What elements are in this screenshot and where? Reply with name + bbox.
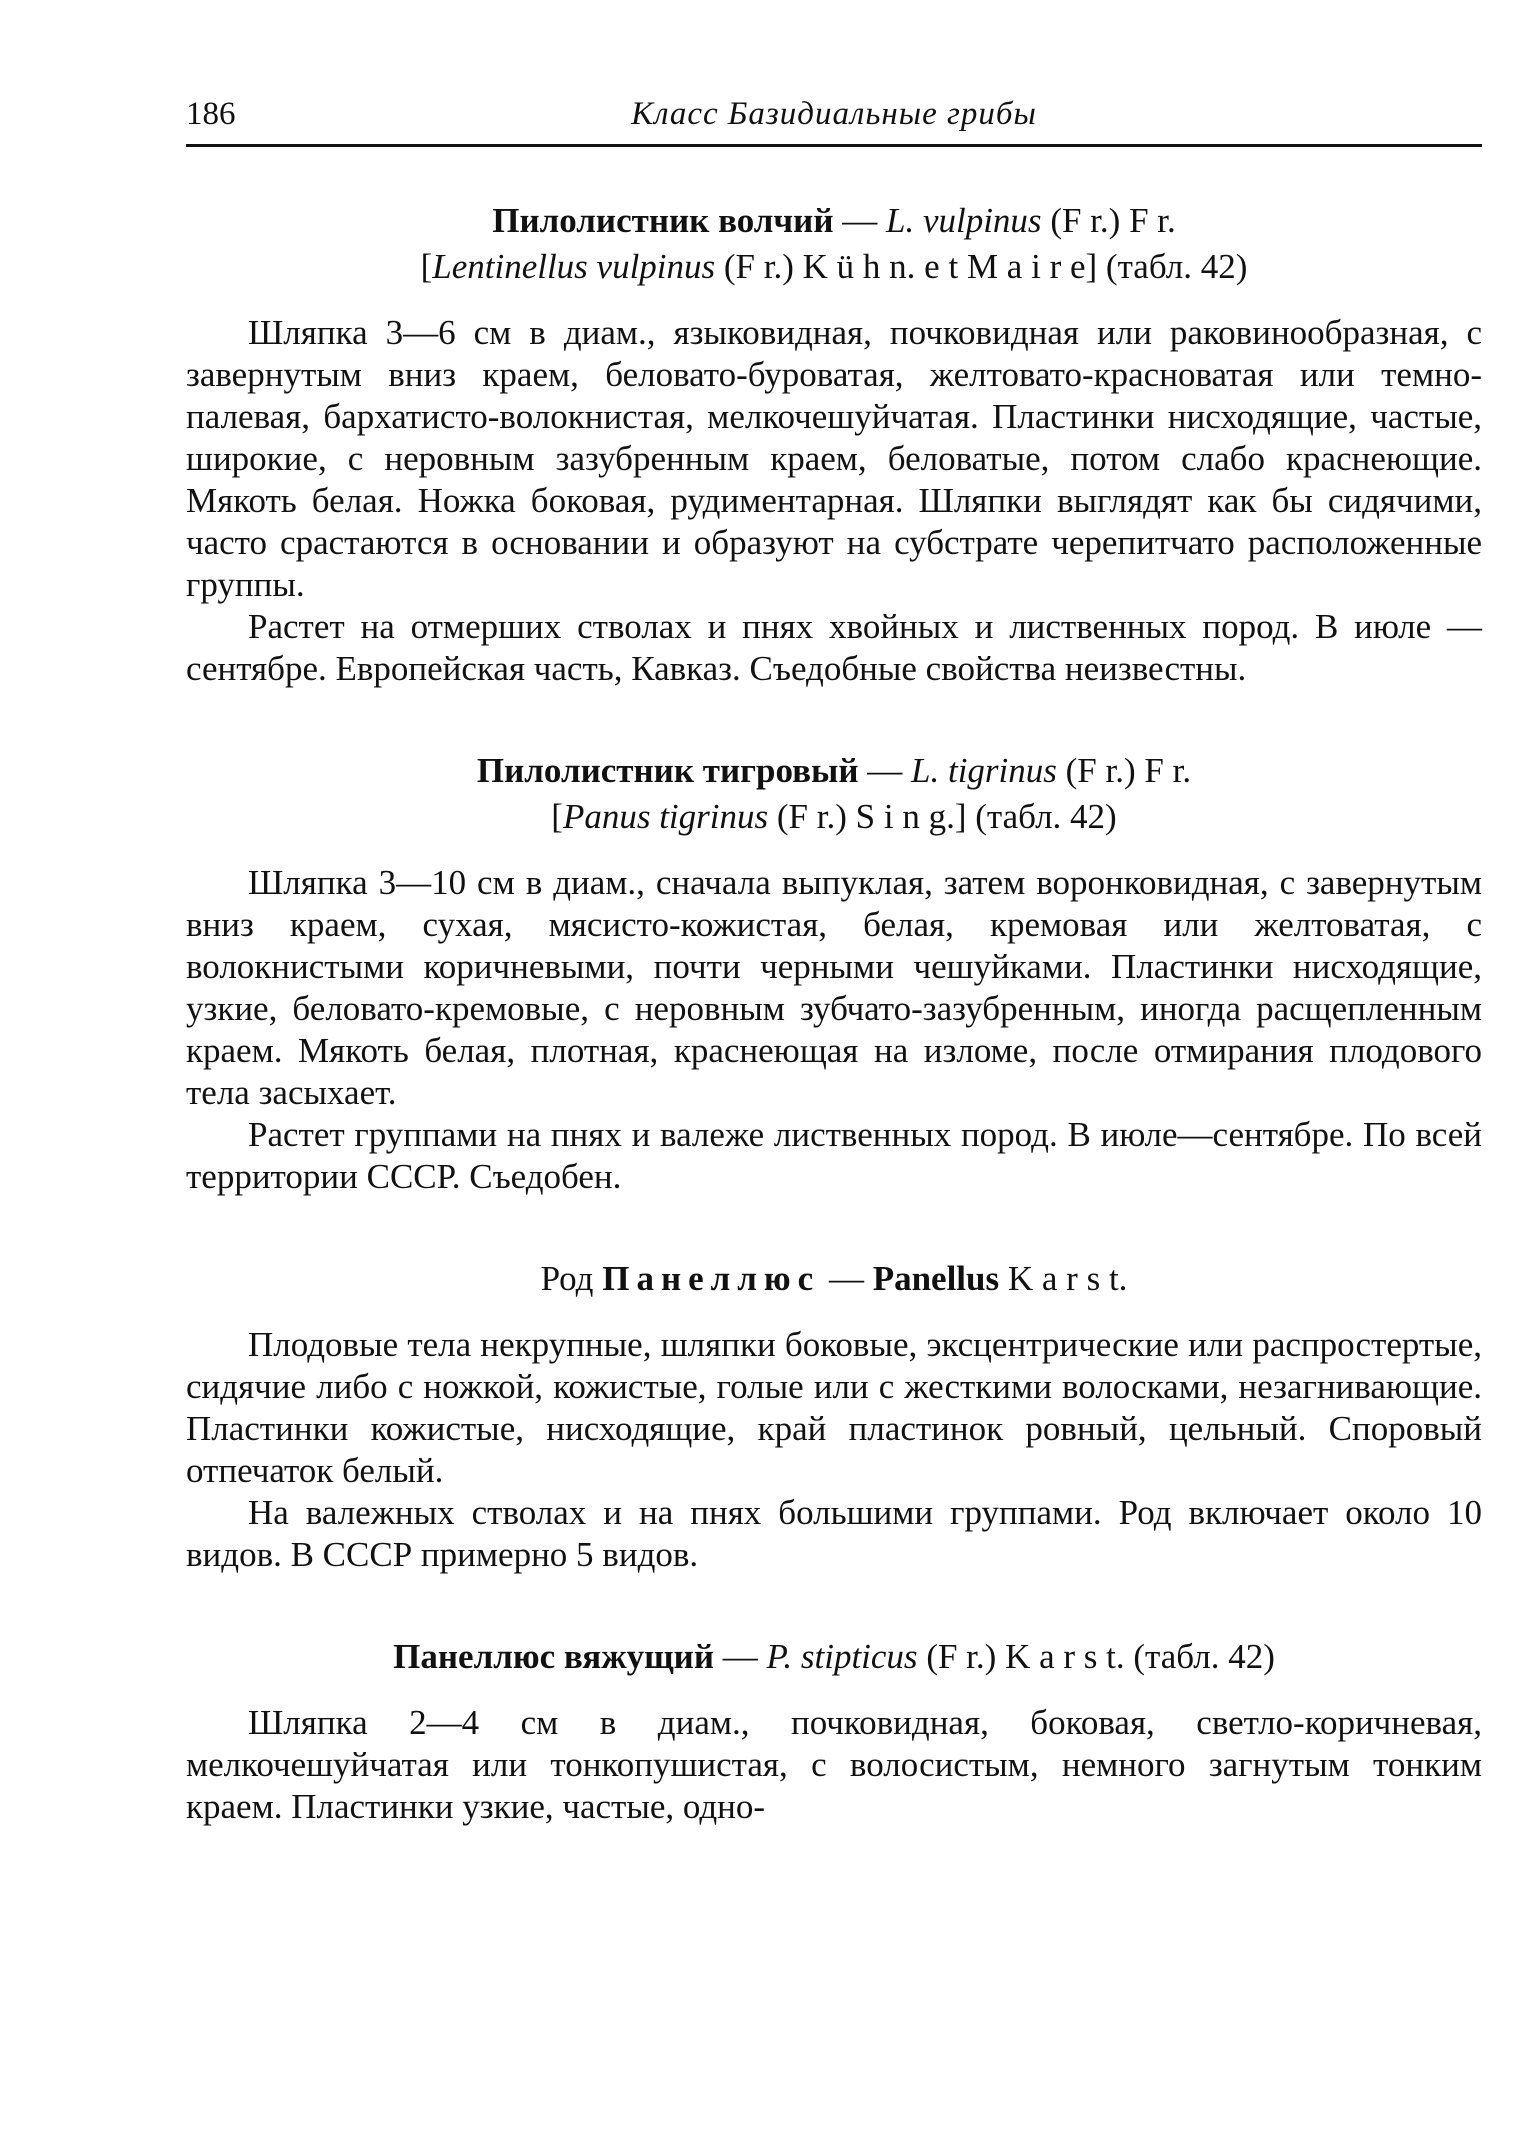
species-heading <box>186 198 1482 244</box>
genus-habitat-paragraph: На валежных стволах и на пнях большими группами. Род включает около 10 видов. В СССР примерно 5 видов. <box>186 1493 1482 1574</box>
description-paragraph: Шляпка 2—4 см в диам., почковидная, боковая, светло-коричневая, мелкочешуйчатая или тонкопушистая, с волосистым, немного загнутым тонким краем. Пластинки узкие, частые, одно- <box>186 1703 1482 1826</box>
habitat-paragraph: Растет группами на пнях и валеже лиственных пород. В июле—сентябре. По всей территории СССР. Съедобен. <box>186 1115 1482 1196</box>
synonym-open: [ <box>420 247 433 286</box>
habitat-paragraph: Растет на отмерших стволах и пнях хвойных и лиственных пород. В июле — сентябре. Европейская часть, Кавказ. Съедобные свойства неизвестны. <box>186 607 1482 688</box>
genus-heading <box>186 1256 1482 1302</box>
species-heading <box>186 1634 1482 1680</box>
genus-name-latin: Panellus <box>872 1259 1000 1298</box>
title-dash: — <box>858 751 911 790</box>
species-name-ru: Панеллюс вяжущий <box>393 1637 715 1676</box>
genus-description-paragraph: Плодовые тела некрупные, шляпки боковые, эксцентрические или распростертые, сидячие либо с ножкой, кожистые, голые или с жесткими волосками, незагнивающие. Пластинки кожистые, нисходящие, край пластинок ровный, цельный. Споровый отпечаток белый. <box>186 1325 1482 1490</box>
species-name-ru: Пилолистник волчий <box>492 201 834 240</box>
species-name-ru: Пилолистник тигровый <box>476 751 859 790</box>
species-name-latin: L. tigrinus <box>911 751 1057 790</box>
page-number: 186 <box>186 96 236 132</box>
synonym-line <box>186 244 1482 290</box>
synonym-rest: (F r.) S i n g.] (табл. 42) <box>768 797 1117 836</box>
page-header <box>186 94 1482 140</box>
species-author: (F r.) K a r s t. (табл. 42) <box>917 1637 1275 1676</box>
title-dash: — <box>833 201 886 240</box>
species-name-latin: P. stipticus <box>766 1637 918 1676</box>
species-author: (F r.) F r. <box>1056 751 1192 790</box>
header-rule <box>186 144 1482 147</box>
running-title: Класс Базидиальные грибы <box>631 96 1037 132</box>
synonym-line <box>186 794 1482 840</box>
synonym-open: [ <box>551 797 563 836</box>
synonym-rest: (F r.) K ü h n. e t M a i r e] (табл. 42) <box>715 247 1248 286</box>
genus-author: K a r s t. <box>999 1259 1128 1298</box>
description-paragraph: Шляпка 3—6 см в диам., языковидная, почковидная или раковинообразная, с завернутым вниз краем, беловато-буроватая, желтовато-красноватая или темно-палевая, бархатисто-волокнистая, мелкочешуйчатая. Пластинки нисходящие, частые, широкие, с неровным зазубренным краем, беловатые, потом слабо краснеющие. Мякоть белая. Ножка боковая, рудиментарная. Шляпки выглядят как бы сидячими, часто срастаются в основании и образуют на субстрате черепитчато расположенные группы. <box>186 313 1482 604</box>
genus-prefix: Род <box>540 1259 603 1298</box>
title-dash: — <box>820 1259 873 1298</box>
species-author: (F r.) F r. <box>1041 201 1176 240</box>
page-content <box>186 184 1482 1828</box>
synonym-latin: Lentinellus vulpinus <box>432 247 716 286</box>
species-name-latin: L. vulpinus <box>885 201 1042 240</box>
genus-name-ru: Панеллюс <box>602 1259 821 1298</box>
title-dash: — <box>714 1637 767 1676</box>
synonym-latin: Panus tigrinus <box>562 797 769 836</box>
description-paragraph: Шляпка 3—10 см в диам., сначала выпуклая, затем воронковидная, с завернутым вниз краем, сухая, мясисто-кожистая, белая, кремовая или желтоватая, с волокнистыми коричневыми, почти черными чешуйками. Пластинки нисходящие, узкие, беловато-кремовые, с неровным зубчато-зазубренным, иногда расщепленным краем. Мякоть белая, плотная, краснеющая на изломе, после отмирания плодового тела засыхает. <box>186 863 1482 1112</box>
species-heading <box>186 748 1482 794</box>
